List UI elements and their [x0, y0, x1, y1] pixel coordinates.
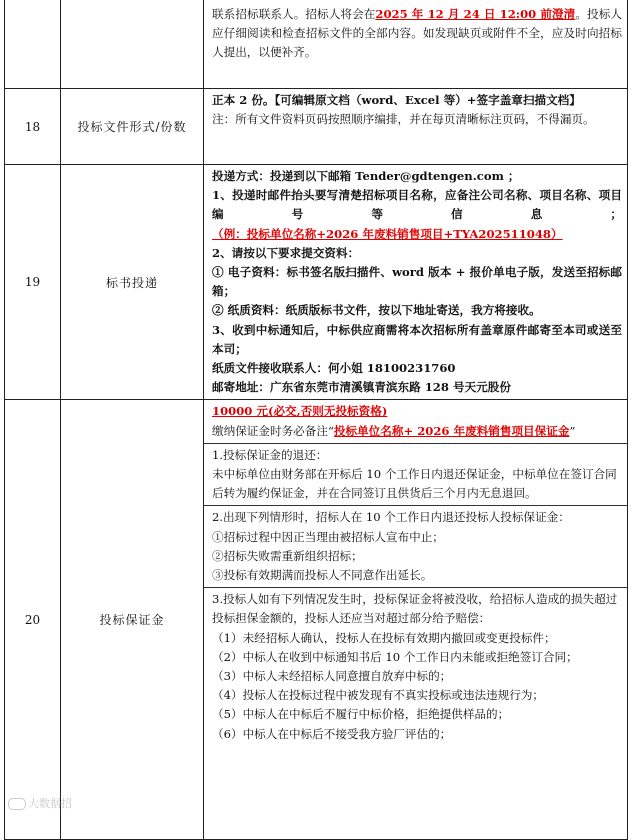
email-subject-text: 1、投递时邮件抬头要写清楚招标项目名称，应备注公司名称、项目名称、项目编号等信息； [212, 188, 622, 222]
row-item: 标书投递 [61, 165, 204, 400]
text: 。投标人应仔细阅读和检查招标文件的全部内容。如发现缺页或附件不全，应及时向招标人提出，以便补齐。 [212, 7, 622, 60]
delivery-method: 投递方式：投递到以下邮箱 Tender@gdtengen.com ； [212, 169, 520, 183]
table-row [5, 89, 628, 165]
tender-table [4, 0, 628, 840]
text: ” [569, 423, 576, 438]
return-section [204, 506, 627, 588]
watermark-text: 大数据招 [28, 797, 72, 810]
table-row [5, 400, 628, 840]
table-row [5, 0, 628, 89]
watermark-logo-icon [8, 798, 26, 810]
row-number: 20 [5, 400, 61, 840]
list-item: （5）中标人在中标后不履行中标价格，拒绝提供样品的； [212, 707, 510, 722]
section-title: 3.投标人如有下列情况发生时，投标保证金将被没收，给招标人造成的损失超过投标担保金额的，投标人还应当对超过部分给予赔偿： [212, 592, 618, 626]
num-cell [5, 0, 61, 89]
row-item: 投标文件形式/份数 [61, 89, 204, 165]
content-cell [204, 165, 628, 400]
deposit-remark: 投标单位名称+ 2026 年废料销售项目保证金 [333, 423, 570, 438]
electronic-docs: ① 电子资料：标书签名版扫描件、word 版本 + 报价单电子版，发送至招标邮箱； [212, 265, 622, 299]
list-item: （1）未经招标人确认，投标人在投标有效期内撤回或变更投标件； [212, 630, 556, 645]
row-number: 19 [5, 165, 61, 400]
refund-section [204, 443, 627, 507]
list-item: ②招标失败需重新组织招标； [212, 548, 363, 563]
example-text: （例：投标单位名称+2026 年废料销售项目+TYA202511048） [212, 226, 563, 241]
section-title: 2.出现下列情形时，招标人在 10 个工作日内退还投标人投标保证金： [212, 510, 570, 525]
list-item: （2）中标人在收到中标通知书后 10 个工作日内未能或拒绝签订合同； [212, 649, 578, 664]
row-item: 投标保证金 [61, 400, 204, 840]
row-number: 18 [5, 89, 61, 165]
paper-docs: ② 纸质资料：纸质版标书文件，按以下地址寄送，我方将接收。 [212, 303, 541, 318]
text: 缴纳保证金时务必备注“ [212, 423, 334, 438]
section-body: 未中标单位由财务部在开标后 10 个工作日内退还保证金，中标单位在签订合同后转为履约保证金，并在合同签订且供货后三个月内无息退回。 [212, 467, 617, 501]
content-cell [204, 0, 628, 89]
list-item: ①招标过程中因正当理由被招标人宣布中止； [212, 529, 444, 544]
table-row [5, 165, 628, 400]
note-text: 注：所有文件资料页码按照顺序编排，并在每页清晰标注页码，不得漏页。 [212, 112, 595, 127]
deposit-amount: 10000 元(必交,否则无投标资格) [212, 404, 388, 419]
item-cell [61, 0, 204, 89]
list-item: （3）中标人未经招标人同意擅自放弃中标的； [212, 669, 452, 684]
format-text: 正本 2 份。【可编辑原文档（word、Excel 等）+签字盖章扫描文档】 [212, 93, 581, 107]
forfeit-section [204, 588, 627, 746]
section-title: 1.投标保证金的退还： [212, 447, 328, 462]
text: 联系招标联系人。招标人将会在 [212, 7, 376, 21]
requirement-title: 2、请按以下要求提交资料： [212, 245, 360, 260]
watermark [8, 795, 72, 811]
content-cell [204, 400, 628, 840]
contact-text: 纸质文件接收联系人：何小姐 18100231760 [212, 361, 456, 376]
list-item: （6）中标人在中标后不接受我方验厂评估的； [212, 726, 452, 741]
deadline-text: 2025 年 12 月 24 日 12:00 前澄清 [375, 7, 576, 21]
list-item: （4）投标人在投标过程中被发现有不真实投标或违法违规行为； [212, 688, 545, 703]
list-item: ③投标有效期满而投标人不同意作出延长。 [212, 568, 433, 583]
address-text: 邮寄地址：广东省东莞市清溪镇青滨东路 128 号天元股份 [212, 380, 511, 395]
content-cell [204, 89, 628, 165]
post-award-text: 3、收到中标通知后，中标供应商需将本次招标所有盖章原件邮寄至本司或送至本司； [212, 322, 622, 356]
